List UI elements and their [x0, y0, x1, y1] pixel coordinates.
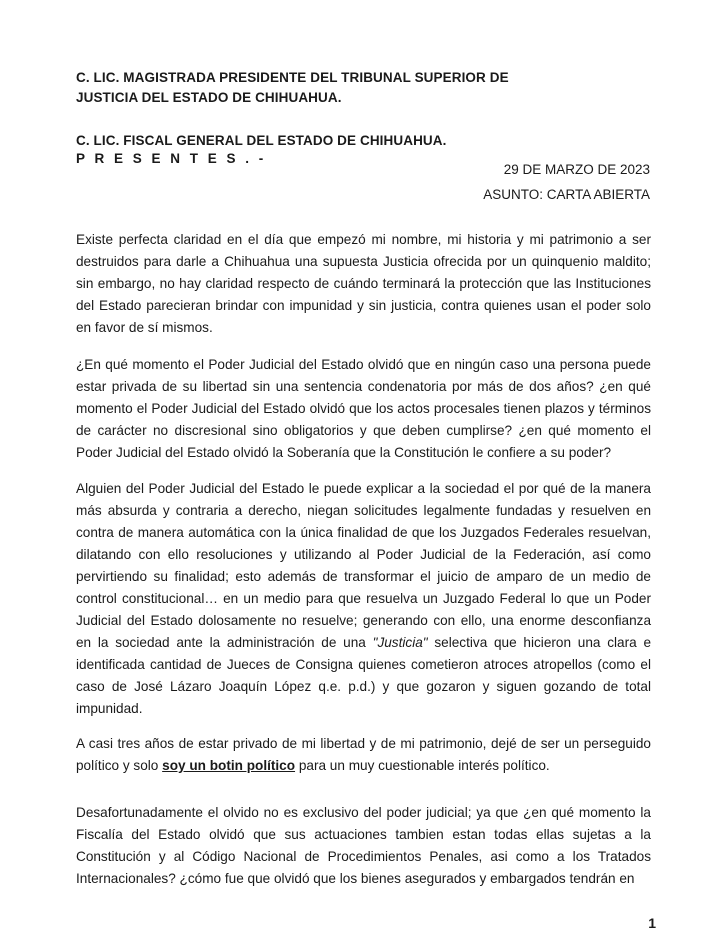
addressee-fiscal: C. LIC. FISCAL GENERAL DEL ESTADO DE CHIHUAHUA. — [76, 133, 447, 148]
paragraph-3-text-a: Alguien del Poder Judicial del Estado le puede explicar a la sociedad el por qué de la manera más absurda y contraria a derecho, niegan solicitudes legalmente fundadas y resuelven en contra de manera automática con la única finalidad de que los Juzgados Federales resuelvan, dilatando con ello resoluciones y utilizando al Poder Judicial de la Federación, así como pervirtiendo su finalidad; esto además de transformar el juicio de amparo de un medio de control constitucional… en un medio para que resuelva un Juzgado Federal lo que un Poder Judicial del Estado dolosamente no resuelve; generando con ello, una enorme desconfianza en la sociedad ante la administración de una — [76, 481, 651, 650]
letter-subject: ASUNTO: CARTA ABIERTA — [483, 187, 650, 202]
paragraph-4-emphasis: soy un botin político — [162, 758, 296, 773]
paragraph-5: Desafortunadamente el olvido no es exclusivo del poder judicial; ya que ¿en qué momento la Fiscalía del Estado olvidó que sus actuaciones tambien estan todas ellas sujetas a la Constitución y al Código Nacional de Procedimientos Penales, asi como a los Tratados Internacionales? ¿cómo fue que olvidó que los bienes asegurados y embargados tendrán en — [76, 805, 651, 886]
letter-date: 29 DE MARZO DE 2023 — [503, 162, 650, 177]
presentes-heading: P R E S E N T E S . - — [76, 151, 267, 166]
addressee-magistrada-line-1: C. LIC. MAGISTRADA PRESIDENTE DEL TRIBUNAL SUPERIOR DE — [76, 70, 509, 85]
paragraph-4 — [76, 733, 651, 777]
addressee-magistrada-line-2: JUSTICIA DEL ESTADO DE CHIHUAHUA. — [76, 90, 342, 105]
paragraph-3 — [76, 478, 651, 720]
paragraph-3-italic-justicia: "Justicia" — [372, 635, 428, 650]
paragraph-1: Existe perfecta claridad en el día que empezó mi nombre, mi historia y mi patrimonio a ser destruidos para darle a Chihuahua una supuesta Justicia ofrecida por un quinquenio maldito; sin embargo, no hay claridad respecto de cuándo terminará la protección que las Instituciones del Estado parecieran brindar con impunidad y sin justicia, contra quienes usan el poder solo en favor de sí mismos. — [76, 232, 651, 335]
paragraph-4-text-b: para un muy cuestionable interés político. — [295, 758, 550, 773]
addressee-magistrada — [76, 68, 509, 108]
page-number: 1 — [648, 915, 656, 931]
paragraph-2: ¿En qué momento el Poder Judicial del Estado olvidó que en ningún caso una persona puede estar privada de su libertad sin una sentencia condenatoria por más de dos años? ¿en qué momento el Poder Judicial del Estado olvidó que los actos procesales tienen plazos y términos de carácter no discresional sino obligatorios y que deben cumplirse? ¿en qué momento el Poder Judicial del Estado olvidó la Soberanía que la Constitución le confiere a su poder? — [76, 357, 651, 460]
paragraph-3-text-b: selectiva que hicieron una clara e identificada cantidad de Jueces de Consigna quienes cometieron atroces atropellos (como el caso de José Lázaro Joaquín López q.e. p.d.) y que gozaron y siguen gozando de total impunidad. — [76, 635, 652, 716]
paragraph-4-text-a: A casi tres años de estar privado de mi libertad y de mi patrimonio, dejé de ser un perseguido político y solo — [76, 736, 651, 773]
